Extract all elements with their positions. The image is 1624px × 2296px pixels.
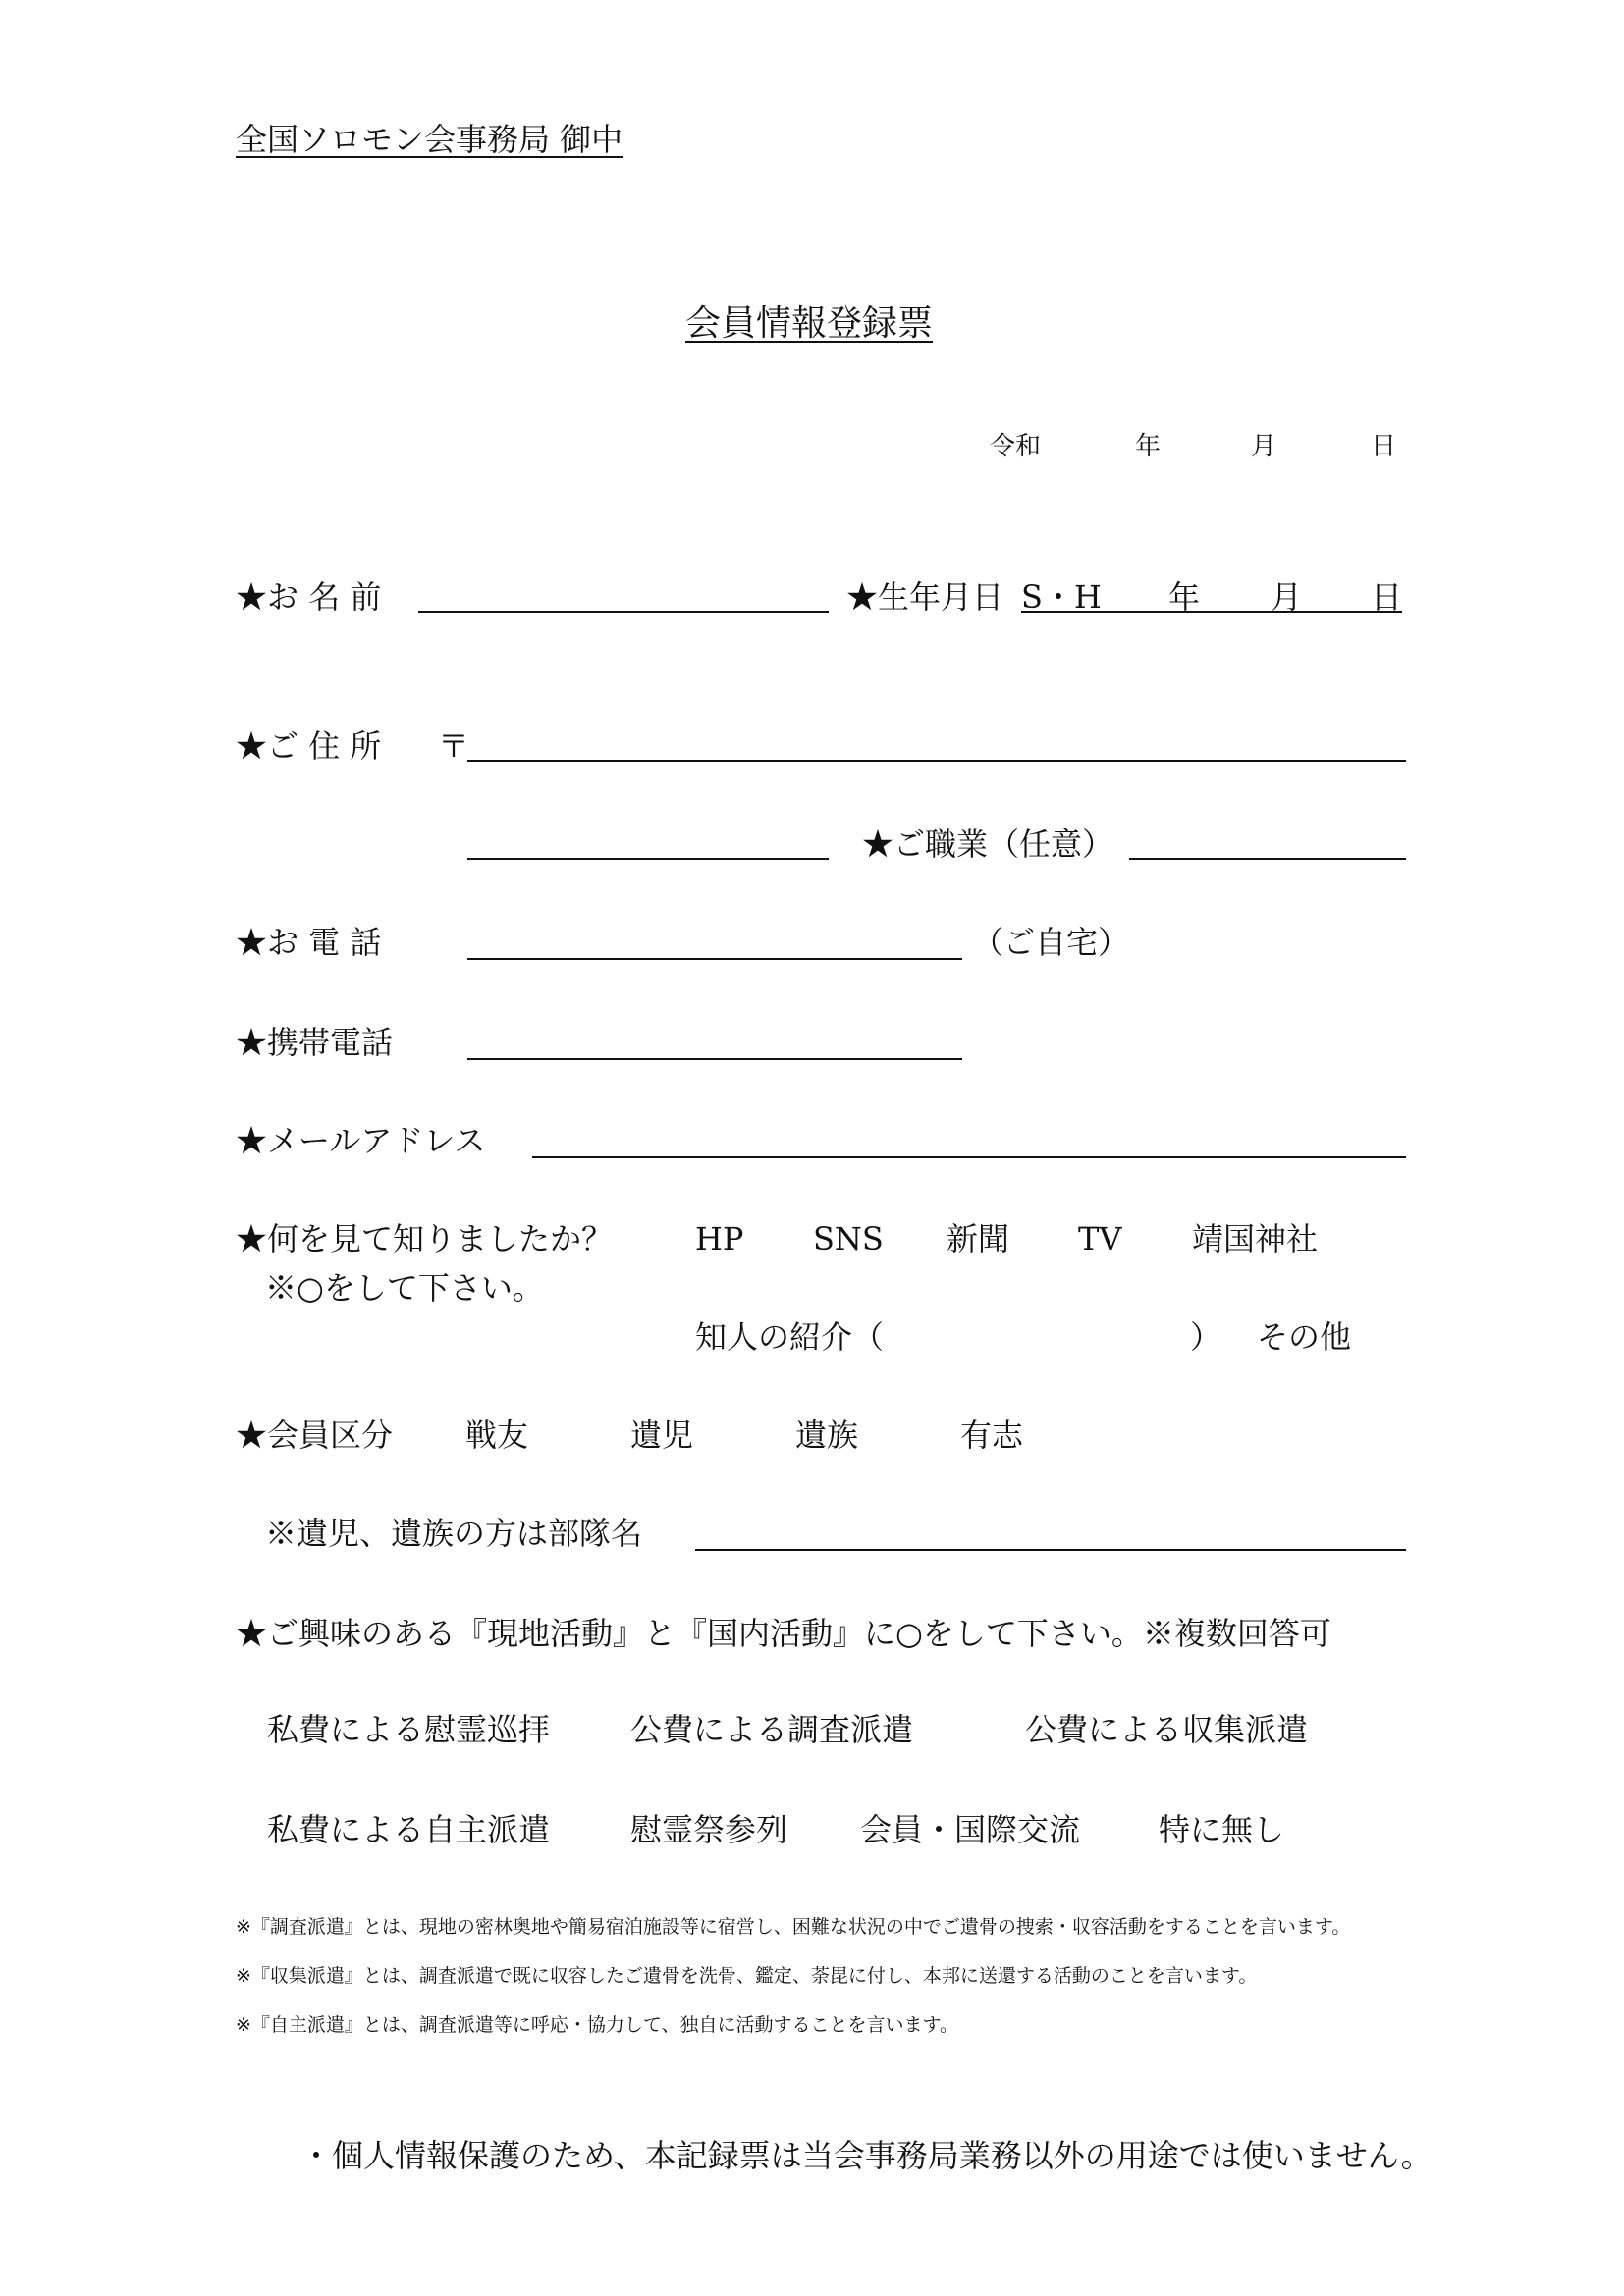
interest-option-independent-dispatch[interactable]: 私費による自主派遣 [267, 1811, 551, 1848]
job-field[interactable] [1129, 858, 1406, 860]
unit-field[interactable] [695, 1549, 1406, 1551]
interest-option-survey-dispatch[interactable]: 公費による調査派遣 [630, 1711, 914, 1748]
address-line2-field[interactable] [467, 858, 829, 860]
interest-option-international-exchange[interactable]: 会員・国際交流 [860, 1811, 1081, 1848]
date-month: 月 [1251, 432, 1277, 461]
birth-month: 月 [1271, 578, 1303, 615]
page-title: 会員情報登録票 [685, 303, 934, 344]
interest-option-memorial-service[interactable]: 慰霊祭参列 [630, 1811, 788, 1848]
mobile-field[interactable] [467, 1058, 962, 1060]
note-collection: ※『収集派遣』とは、調査派遣で既に収容したご遺骨を洗骨、鑑定、荼毘に付し、本邦に送還する活動のことを言います。 [236, 1965, 1258, 1987]
phone-field[interactable] [467, 958, 962, 960]
phone-label: ★お 電 話 [236, 924, 382, 961]
name-label: ★お 名 前 [236, 578, 382, 615]
note-independent: ※『自主派遣』とは、調査派遣等に呼応・協力して、独自に活動することを言います。 [236, 2014, 959, 2036]
addressee: 全国ソロモン会事務局 御中 [236, 121, 623, 158]
email-field[interactable] [532, 1156, 1406, 1158]
mobile-label: ★携帯電話 [236, 1024, 394, 1061]
interests-label: ★ご興味のある『現地活動』と『国内活動』に○をして下さい。※複数回答可 [236, 1615, 1331, 1652]
source-option-tv[interactable]: TV [1078, 1220, 1122, 1257]
birth-year: 年 [1168, 578, 1201, 615]
source-option-newspaper[interactable]: 新聞 [947, 1220, 1010, 1257]
date-year: 年 [1135, 432, 1162, 461]
membership-option-iji[interactable]: 遺児 [630, 1416, 694, 1454]
source-referral-close: ） [1190, 1318, 1222, 1356]
name-field[interactable] [418, 611, 829, 613]
source-option-sns[interactable]: SNS [813, 1220, 884, 1257]
source-question: ★何を見て知りましたか？ [236, 1220, 614, 1257]
membership-option-senyu[interactable]: 戦友 [465, 1416, 529, 1454]
date-day: 日 [1371, 432, 1397, 461]
note-survey: ※『調査派遣』とは、現地の密林奥地や簡易宿泊施設等に宿営し、困難な状況の中でご遺骨の捜索・収容活動をすることを言います。 [236, 1916, 1351, 1938]
birth-era: S・H [1021, 578, 1102, 615]
address-label: ★ご 住 所 [236, 727, 382, 765]
unit-label: ※遺児、遺族の方は部隊名 [265, 1515, 643, 1552]
source-option-other[interactable]: その他 [1257, 1318, 1352, 1356]
privacy-note: ・個人情報保護のため、本記録票は当会事務局業務以外の用途では使いません。 [300, 2137, 1433, 2174]
date-era: 令和 [990, 432, 1042, 461]
job-label: ★ご職業（任意） [862, 826, 1114, 863]
birth-label: ★生年月日 [846, 578, 1004, 615]
source-instruction: ※○をして下さい。 [265, 1269, 544, 1307]
interest-option-none[interactable]: 特に無し [1159, 1811, 1285, 1848]
interest-option-private-pilgrimage[interactable]: 私費による慰霊巡拝 [267, 1711, 551, 1748]
address-field[interactable] [467, 760, 1406, 762]
source-option-hp[interactable]: HP [695, 1220, 744, 1257]
source-option-yasukuni[interactable]: 靖国神社 [1192, 1220, 1319, 1257]
email-label: ★メールアドレス [236, 1122, 486, 1159]
membership-option-izoku[interactable]: 遺族 [795, 1416, 859, 1454]
birth-day: 日 [1371, 578, 1403, 615]
source-option-referral[interactable]: 知人の紹介（ [695, 1318, 885, 1356]
postal-mark: 〒 [438, 727, 470, 765]
membership-label: ★会員区分 [236, 1416, 394, 1454]
interest-option-collection-dispatch[interactable]: 公費による収集派遣 [1025, 1711, 1309, 1748]
membership-option-yushi[interactable]: 有志 [960, 1416, 1024, 1454]
phone-note: （ご自宅） [972, 924, 1130, 961]
